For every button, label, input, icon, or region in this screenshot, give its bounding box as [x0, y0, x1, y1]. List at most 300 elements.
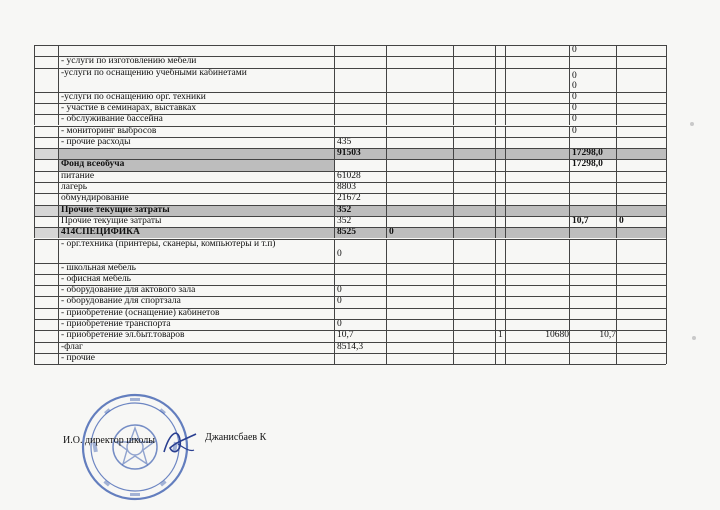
value-cell: [453, 319, 495, 330]
table-row: [34, 159, 666, 170]
value-cell: [569, 296, 616, 307]
row-label-cell: [58, 216, 334, 227]
cell-value: 0: [572, 45, 577, 55]
cell-value: 352: [337, 215, 352, 226]
row-label: - приобретение (оснащение) кабинетов: [61, 307, 220, 318]
cell-value: 17298,0: [572, 159, 603, 170]
value-cell: [386, 114, 453, 125]
value-cell: [616, 330, 666, 341]
value-cell: [569, 216, 616, 227]
cell-value: 1: [498, 330, 503, 341]
row-label-cell: [58, 114, 334, 125]
row-label: обмундирование: [61, 193, 129, 204]
value-cell: [495, 296, 505, 307]
row-label-cell: [58, 274, 334, 285]
row-label-cell: [58, 342, 334, 353]
value-cell: [505, 274, 569, 285]
row-number-cell: [34, 171, 58, 182]
value-cell: [495, 205, 505, 216]
row-label: - прочие: [61, 352, 95, 363]
cell-value: 0: [337, 285, 342, 296]
value-cell: [495, 263, 505, 274]
row-label: лагерь: [61, 182, 88, 192]
value-cell: [505, 353, 569, 364]
row-divider: [34, 227, 666, 228]
value-cell: [334, 239, 386, 263]
value-cell: [334, 126, 386, 137]
value-cell: [334, 353, 386, 364]
cell-value: 0: [572, 125, 577, 136]
value-cell: [334, 92, 386, 103]
value-cell: [495, 342, 505, 353]
value-cell: [386, 45, 453, 56]
cell-value: 0: [337, 248, 342, 259]
value-cell: [334, 182, 386, 193]
value-cell: [453, 205, 495, 216]
value-cell: [334, 148, 386, 159]
value-cell: [386, 274, 453, 285]
value-cell: [453, 45, 495, 56]
value-cell: [495, 126, 505, 137]
row-label: питание: [61, 170, 95, 181]
row-divider: [34, 45, 666, 46]
row-number-cell: [34, 353, 58, 364]
value-cell: [569, 274, 616, 285]
value-cell: [505, 263, 569, 274]
row-divider: [34, 308, 666, 309]
table-row: [34, 319, 666, 330]
value-cell: [334, 193, 386, 204]
row-label: - мониторинг выбросов: [61, 125, 157, 136]
value-cell: [616, 171, 666, 182]
cell-value: 8803: [337, 182, 356, 192]
value-cell: [569, 45, 616, 56]
row-number-cell: [34, 296, 58, 307]
table-row: [34, 342, 666, 353]
row-label: -флаг: [61, 341, 83, 352]
row-label: -услуги по оснащению орг. техники: [61, 91, 206, 102]
value-cell: [334, 114, 386, 125]
row-divider: [34, 205, 666, 206]
value-cell: [616, 227, 666, 238]
value-cell: [495, 319, 505, 330]
cell-value: 0: [619, 215, 624, 226]
scan-artifact: [690, 122, 694, 126]
row-divider: [34, 114, 666, 115]
value-cell: [386, 319, 453, 330]
table-row: [34, 171, 666, 182]
value-cell: [495, 285, 505, 296]
row-label: - участие в семинарах, выставках: [61, 102, 197, 113]
row-label: 414СПЕЦИФИКА: [61, 227, 140, 238]
row-number-cell: [34, 148, 58, 159]
value-cell: [334, 45, 386, 56]
value-cell: [616, 137, 666, 148]
table-row: [34, 308, 666, 319]
value-cell: [616, 193, 666, 204]
cell-value: 0: [572, 80, 577, 91]
table-row: [34, 205, 666, 216]
value-cell: [386, 103, 453, 114]
value-cell: [495, 353, 505, 364]
value-cell: [505, 171, 569, 182]
table-row: [34, 114, 666, 125]
value-cell: [334, 319, 386, 330]
cell-value: 10,7: [572, 215, 589, 226]
value-cell: [386, 126, 453, 137]
value-cell: [386, 137, 453, 148]
row-divider: [34, 274, 666, 275]
value-cell: [569, 227, 616, 238]
cell-value: 0: [572, 91, 577, 102]
value-cell: [453, 114, 495, 125]
value-cell: [569, 193, 616, 204]
value-cell: [334, 159, 386, 170]
row-label-cell: [58, 296, 334, 307]
row-divider: [34, 296, 666, 297]
value-cell: [334, 296, 386, 307]
row-number-cell: [34, 342, 58, 353]
row-label: - приобретение эл.быт.товаров: [61, 330, 185, 341]
value-cell: [616, 182, 666, 193]
value-cell: [569, 308, 616, 319]
value-cell: [505, 126, 569, 137]
table-row: [34, 126, 666, 137]
value-cell: [569, 239, 616, 263]
value-cell: [386, 92, 453, 103]
value-cell: [505, 319, 569, 330]
row-label-cell: [58, 182, 334, 193]
value-cell: [569, 353, 616, 364]
value-cell: [505, 285, 569, 296]
value-cell: [453, 56, 495, 67]
signatory-name: Джанисбаев К: [205, 432, 267, 443]
value-cell: [453, 274, 495, 285]
value-cell: [386, 193, 453, 204]
row-divider: [34, 68, 666, 69]
value-cell: [505, 103, 569, 114]
cell-value: 0: [389, 227, 394, 238]
cell-value: 21672: [337, 193, 361, 204]
value-cell: [505, 45, 569, 56]
value-cell: [505, 148, 569, 159]
value-cell: [495, 216, 505, 227]
value-cell: [505, 216, 569, 227]
value-cell: [495, 193, 505, 204]
row-label: - оборудование для актового зала: [61, 285, 196, 296]
row-divider: [34, 263, 666, 264]
row-label-cell: [58, 308, 334, 319]
row-label-cell: [58, 319, 334, 330]
value-cell: [386, 308, 453, 319]
cell-value: 17298,0: [572, 148, 603, 159]
value-cell: [453, 342, 495, 353]
table-right-border: [666, 45, 667, 364]
value-cell: [495, 171, 505, 182]
value-cell: [495, 103, 505, 114]
value-cell: [495, 148, 505, 159]
value-cell: [453, 296, 495, 307]
row-number-cell: [34, 126, 58, 137]
row-number-cell: [34, 159, 58, 170]
value-cell: [386, 296, 453, 307]
row-label-cell: [58, 56, 334, 67]
table-row: [34, 274, 666, 285]
cell-value: 10680: [545, 330, 569, 341]
row-label: Фонд всеобуча: [61, 159, 125, 170]
row-divider: [34, 103, 666, 104]
value-cell: [569, 263, 616, 274]
table-row: [34, 68, 666, 92]
value-cell: [334, 205, 386, 216]
value-cell: [569, 285, 616, 296]
value-cell: [505, 114, 569, 125]
value-cell: [453, 227, 495, 238]
value-cell: [569, 342, 616, 353]
value-cell: [616, 274, 666, 285]
cell-value: 435: [337, 136, 352, 147]
row-divider: [34, 159, 666, 160]
row-label-cell: [58, 68, 334, 92]
row-divider: [34, 148, 666, 149]
value-cell: [505, 193, 569, 204]
row-label-cell: [58, 103, 334, 114]
value-cell: [569, 56, 616, 67]
value-cell: [334, 216, 386, 227]
row-divider: [34, 92, 666, 93]
value-cell: [334, 137, 386, 148]
row-label: Прочие текущие затраты: [61, 204, 170, 215]
value-cell: [453, 103, 495, 114]
value-cell: [505, 159, 569, 170]
value-cell: [616, 45, 666, 56]
row-number-cell: [34, 330, 58, 341]
value-cell: [569, 68, 616, 92]
value-cell: [495, 114, 505, 125]
table-row: [34, 45, 666, 56]
row-label: - орг.техника (принтеры, сканеры, компьютеры и т.п): [61, 238, 276, 249]
value-cell: [334, 171, 386, 182]
value-cell: [505, 56, 569, 67]
table-row: [34, 92, 666, 103]
cell-value: 352: [337, 204, 352, 215]
row-number-cell: [34, 68, 58, 92]
cell-value: 8514,3: [337, 341, 364, 352]
value-cell: [569, 103, 616, 114]
row-label-cell: [58, 45, 334, 56]
value-cell: [453, 92, 495, 103]
value-cell: [616, 159, 666, 170]
value-cell: [616, 285, 666, 296]
value-cell: [453, 126, 495, 137]
value-cell: [505, 92, 569, 103]
row-divider: [34, 285, 666, 286]
value-cell: [386, 56, 453, 67]
table-row: [34, 353, 666, 364]
value-cell: [505, 330, 569, 341]
row-label: - офисная мебель: [61, 273, 132, 284]
row-number-cell: [34, 227, 58, 238]
value-cell: [495, 308, 505, 319]
row-divider: [34, 182, 666, 183]
value-cell: [616, 353, 666, 364]
cell-value: 91503: [337, 148, 361, 159]
value-cell: [495, 92, 505, 103]
row-number-cell: [34, 114, 58, 125]
row-number-cell: [34, 92, 58, 103]
row-label-cell: [58, 126, 334, 137]
table-row: [34, 56, 666, 67]
value-cell: [495, 227, 505, 238]
row-number-cell: [34, 182, 58, 193]
row-number-cell: [34, 103, 58, 114]
value-cell: [386, 68, 453, 92]
row-divider: [34, 239, 666, 240]
row-number-cell: [34, 205, 58, 216]
row-number-cell: [34, 263, 58, 274]
value-cell: [334, 274, 386, 285]
value-cell: [505, 239, 569, 263]
value-cell: [334, 342, 386, 353]
cell-value: 10,7: [599, 330, 616, 341]
value-cell: [616, 103, 666, 114]
table-row: [34, 330, 666, 341]
value-cell: [616, 216, 666, 227]
value-cell: [386, 182, 453, 193]
value-cell: [505, 308, 569, 319]
value-cell: [616, 56, 666, 67]
row-number-cell: [34, 239, 58, 263]
value-cell: [505, 68, 569, 92]
row-number-cell: [34, 216, 58, 227]
row-number-cell: [34, 45, 58, 56]
row-label-cell: [58, 137, 334, 148]
value-cell: [495, 159, 505, 170]
value-cell: [453, 182, 495, 193]
cell-value: 0: [572, 114, 577, 125]
value-cell: [453, 193, 495, 204]
row-number-cell: [34, 285, 58, 296]
value-cell: [453, 171, 495, 182]
row-label-cell: [58, 148, 334, 159]
row-divider: [34, 193, 666, 194]
value-cell: [495, 137, 505, 148]
value-cell: [453, 148, 495, 159]
value-cell: [495, 274, 505, 285]
row-divider: [34, 137, 666, 138]
value-cell: [386, 342, 453, 353]
value-cell: [616, 114, 666, 125]
value-cell: [505, 342, 569, 353]
value-cell: [569, 182, 616, 193]
row-divider: [34, 353, 666, 354]
value-cell: [505, 227, 569, 238]
value-cell: [334, 68, 386, 92]
row-divider: [34, 216, 666, 217]
row-label: Прочие текущие затраты: [61, 215, 162, 226]
value-cell: [616, 319, 666, 330]
value-cell: [495, 68, 505, 92]
value-cell: [334, 285, 386, 296]
value-cell: [453, 216, 495, 227]
value-cell: [453, 239, 495, 263]
value-cell: [453, 308, 495, 319]
value-cell: [453, 330, 495, 341]
cell-value: 8525: [337, 227, 356, 238]
value-cell: [616, 126, 666, 137]
row-label-cell: [58, 159, 334, 170]
row-number-cell: [34, 193, 58, 204]
table-row: [34, 263, 666, 274]
value-cell: [386, 159, 453, 170]
row-divider: [34, 56, 666, 57]
row-label: - обслуживание бассейна: [61, 114, 163, 125]
row-label: - приобретение транспорта: [61, 319, 171, 329]
value-cell: [616, 342, 666, 353]
value-cell: [569, 330, 616, 341]
signatory-position: И.О. директор школы: [63, 435, 155, 446]
row-number-cell: [34, 308, 58, 319]
row-label: - оборудование для спортзала: [61, 296, 181, 307]
value-cell: [453, 285, 495, 296]
scan-artifact: [692, 336, 696, 340]
row-label-cell: [58, 239, 334, 263]
table-row: [34, 193, 666, 204]
row-divider: [34, 342, 666, 343]
cell-value: 0: [572, 102, 577, 113]
row-label-cell: [58, 205, 334, 216]
value-cell: [334, 227, 386, 238]
value-cell: [453, 263, 495, 274]
value-cell: [569, 159, 616, 170]
row-label-cell: [58, 171, 334, 182]
value-cell: [495, 330, 505, 341]
value-cell: [495, 239, 505, 263]
value-cell: [386, 330, 453, 341]
value-cell: [386, 216, 453, 227]
value-cell: [386, 148, 453, 159]
value-cell: [569, 137, 616, 148]
value-cell: [334, 56, 386, 67]
value-cell: [569, 148, 616, 159]
value-cell: [386, 227, 453, 238]
row-label-cell: [58, 193, 334, 204]
value-cell: [453, 159, 495, 170]
table-row: [34, 148, 666, 159]
signature: [160, 422, 200, 462]
value-cell: [495, 45, 505, 56]
row-label: - прочие расходы: [61, 136, 131, 147]
value-cell: [334, 330, 386, 341]
row-label-cell: [58, 353, 334, 364]
table-row: [34, 296, 666, 307]
value-cell: [616, 239, 666, 263]
value-cell: [569, 92, 616, 103]
value-cell: [569, 205, 616, 216]
value-cell: [386, 285, 453, 296]
value-cell: [569, 126, 616, 137]
row-label-cell: [58, 263, 334, 274]
value-cell: [616, 263, 666, 274]
table-row: [34, 285, 666, 296]
row-divider: [34, 364, 666, 365]
value-cell: [334, 308, 386, 319]
value-cell: [386, 263, 453, 274]
value-cell: [453, 68, 495, 92]
table-row: [34, 239, 666, 263]
table-row: [34, 137, 666, 148]
value-cell: [386, 353, 453, 364]
